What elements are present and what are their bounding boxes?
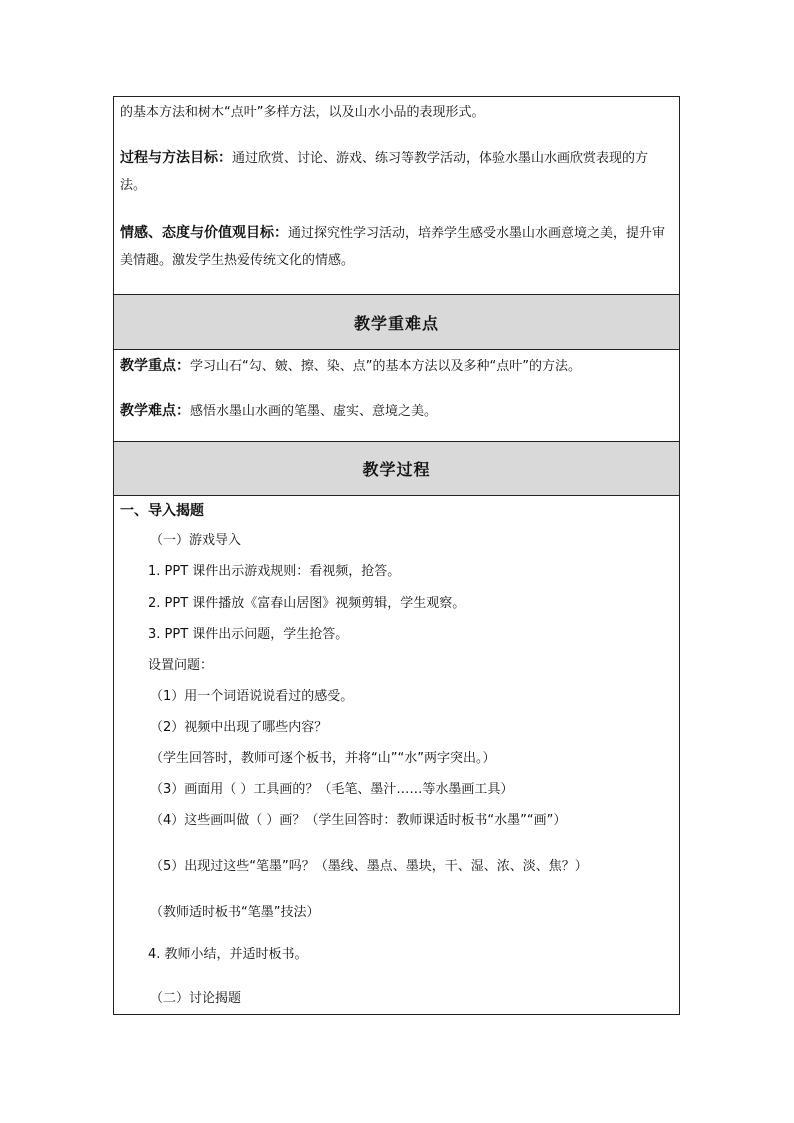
subsection-game-intro: （一）游戏导入 [150, 533, 242, 548]
focus-point-label: 教学重点： [120, 358, 190, 374]
process-header [114, 441, 679, 495]
key-points-header [114, 294, 679, 349]
process-heading: 教学过程 [362, 460, 431, 479]
process-objective [120, 145, 673, 199]
emotion-objective-label: 情感、态度与价值观目标： [120, 225, 288, 241]
questions-label: 设置问题： [148, 658, 214, 673]
focus-point-text: 学习山石“勾、皴、擦、染、点”的基本方法以及多种“点叶”的方法。 [190, 359, 581, 374]
question-3: （3）画面用（ ）工具画的？（毛笔、墨汁……等水墨画工具） [150, 782, 514, 797]
key-points-heading: 教学重难点 [353, 313, 439, 333]
step-3: 3. PPT 课件出示问题，学生抢答。 [148, 627, 349, 642]
process-cell [114, 495, 679, 1014]
difficulty-point-label: 教学难点： [120, 403, 190, 419]
emotion-objective-text: 通过探究性学习活动，培养学生感受水墨山水画意境之美，提升审美情趣。激发学生热爱传统文化的情感。 [120, 226, 666, 268]
knowledge-objective-tail: 的基本方法和树木“点叶”多样方法，以及山水小品的表现形式。 [120, 105, 485, 120]
process-objective-label: 过程与方法目标： [120, 150, 232, 166]
difficulty-point-text: 感悟水墨山水画的笔墨、虚实、意境之美。 [190, 404, 438, 419]
question-5: （5）出现过这些“笔墨”吗？（墨线、墨点、墨块，干、湿、浓、淡、焦？） [150, 859, 588, 874]
step-4: 4. 教师小结，并适时板书。 [148, 947, 308, 962]
objectives-cell [114, 97, 679, 294]
question-2-note: （学生回答时，教师可逐个板书，并将“山”“水”两字突出。） [150, 751, 496, 766]
step-2: 2. PPT 课件播放《富春山居图》视频剪辑，学生观察。 [148, 596, 466, 611]
section-1-title: 一、导入揭题 [120, 503, 204, 519]
lesson-plan-table [113, 96, 680, 1015]
question-5-note: （教师适时板书“笔墨”技法） [150, 905, 320, 920]
subsection-discussion: （二）讨论揭题 [150, 991, 242, 1006]
focus-point [120, 356, 581, 377]
step-1: 1. PPT 课件出示游戏规则：看视频，抢答。 [148, 564, 401, 579]
emotion-objective [120, 220, 673, 274]
process-objective-text: 通过欣赏、讨论、游戏、练习等教学活动，体验水墨山水画欣赏表现的方法。 [120, 151, 649, 193]
key-points-cell [114, 349, 679, 441]
difficulty-point [120, 401, 437, 422]
question-4: （4）这些画叫做（ ）画？（学生回答时：教师课适时板书“水墨”“画”） [150, 813, 567, 828]
question-2: （2）视频中出现了哪些内容？ [150, 720, 328, 735]
question-1: （1）用一个词语说说看过的感受。 [150, 689, 354, 704]
